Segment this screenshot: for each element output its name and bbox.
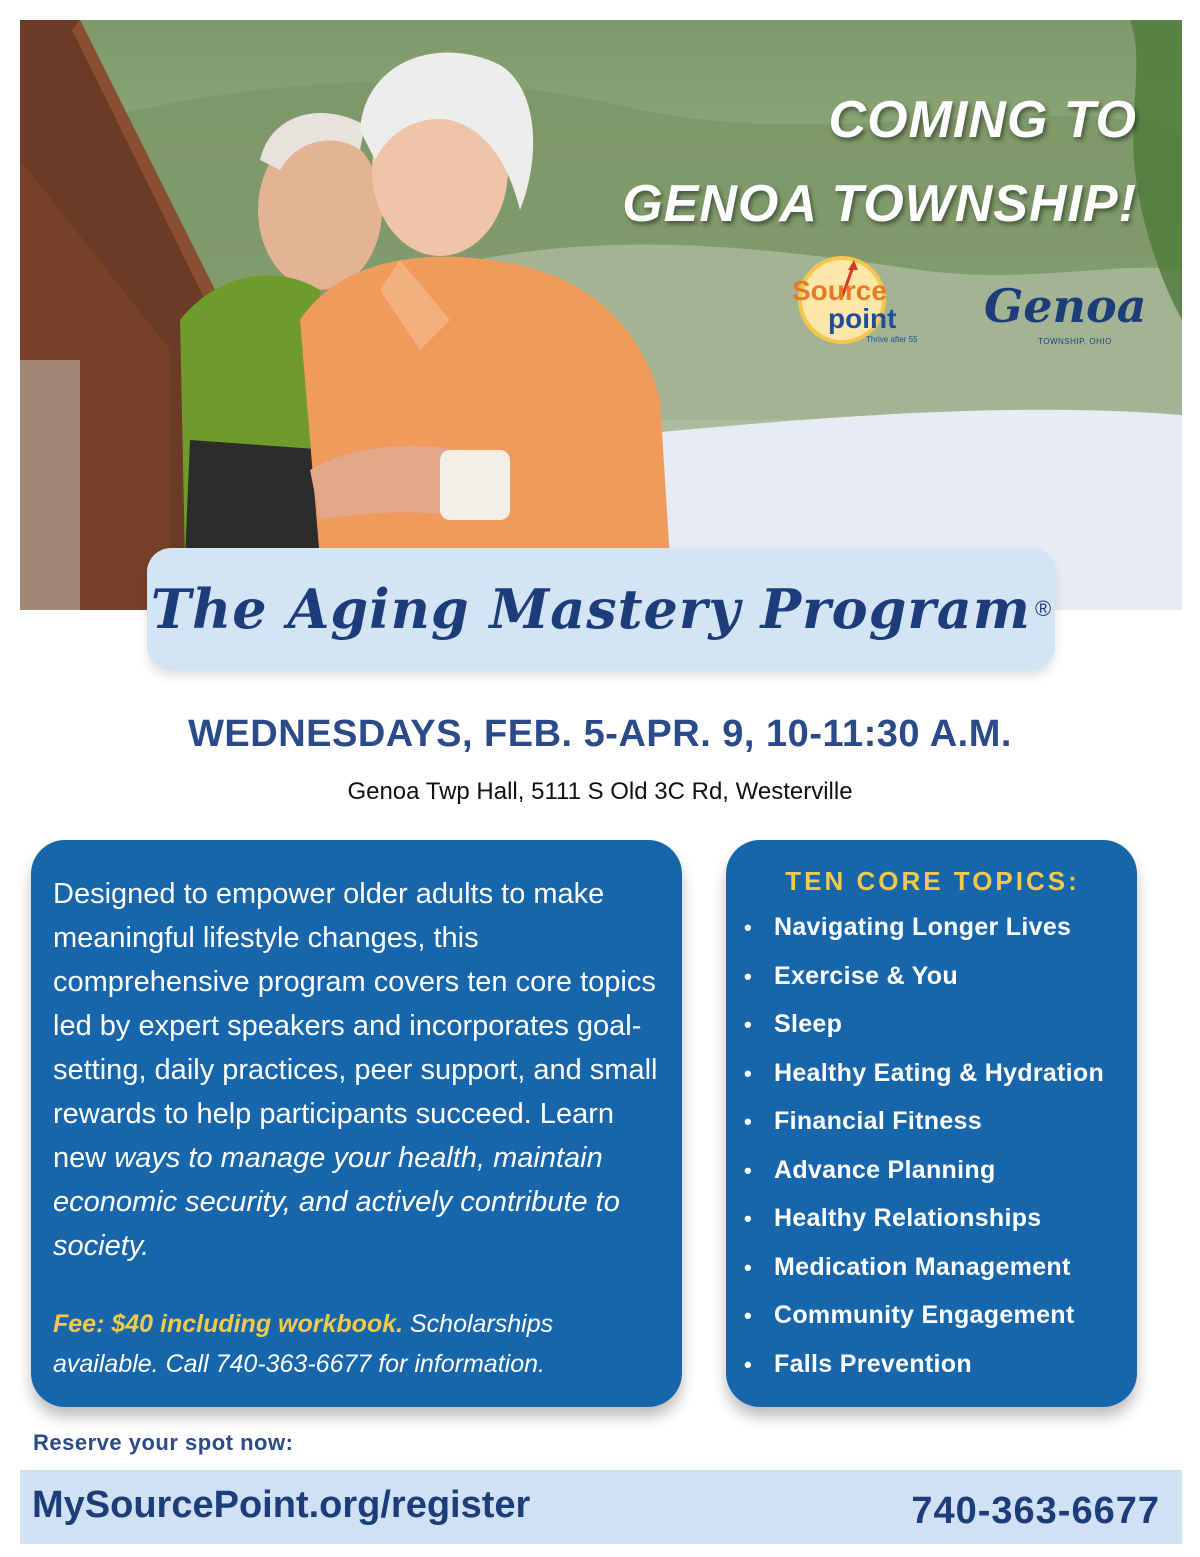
bullet-icon: • — [744, 1206, 753, 1231]
bullet-icon: • — [744, 1303, 753, 1328]
topics-panel — [726, 840, 1137, 1407]
fee-note: Scholarships available. Call 740-363-6677 for information. — [53, 1310, 554, 1378]
topic-label: Falls Prevention — [774, 1349, 972, 1378]
topic-item — [744, 1000, 1121, 1049]
topic-label: Navigating Longer Lives — [774, 913, 1072, 941]
bullet-icon: • — [744, 915, 753, 940]
topic-label: Sleep — [774, 1010, 843, 1038]
genoa-logo-subtitle: TOWNSHIP, OHIO — [1038, 337, 1112, 346]
sourcepoint-logo-word1: Source — [792, 275, 887, 306]
topic-item — [744, 1097, 1121, 1146]
topic-label: Financial Fitness — [774, 1107, 982, 1135]
bullet-icon: • — [744, 1157, 753, 1183]
topic-label: Community Engagement — [774, 1301, 1075, 1329]
topic-item — [744, 1291, 1121, 1340]
sourcepoint-logo — [784, 252, 934, 352]
reserve-label: Reserve your spot now: — [33, 1430, 294, 1455]
register-link[interactable]: MySourcePoint.org/register — [32, 1484, 531, 1526]
bullet-icon: • — [744, 1012, 753, 1037]
topic-label: Healthy Relationships — [774, 1204, 1042, 1232]
bullet-icon: • — [744, 1254, 753, 1280]
genoa-township-logo — [980, 270, 1147, 360]
topic-label: Medication Management — [774, 1252, 1071, 1281]
headline-line-2: GENOA TOWNSHIP! — [622, 175, 1137, 233]
schedule: WEDNESDAYS, FEB. 5-APR. 9, 10-11:30 A.M. — [188, 713, 1012, 755]
topics-heading: TEN CORE TOPICS: — [785, 866, 1080, 896]
topic-item — [744, 1194, 1121, 1243]
topic-item — [744, 1340, 1121, 1389]
bullet-icon: • — [744, 1060, 753, 1086]
topic-item — [744, 1243, 1121, 1292]
bullet-icon: • — [744, 963, 753, 989]
hero-headline — [622, 78, 1137, 246]
program-title: The Aging Mastery Program — [150, 577, 1031, 641]
topic-item — [744, 1049, 1121, 1098]
topic-label: Advance Planning — [774, 1155, 996, 1184]
bullet-icon: • — [744, 1351, 753, 1377]
sourcepoint-logo-tagline: Thrive after 55 — [866, 335, 918, 344]
description-body: Designed to empower older adults to make meaningful lifestyle changes, this comprehensive program covers ten core topics led by expert speakers and incorporates goal-setting, daily practices, peer support, and small rewards to help participants succeed. Learn new — [53, 878, 658, 1174]
description-text — [53, 872, 660, 1268]
topics-list — [744, 903, 1121, 1388]
description-panel — [31, 840, 682, 1407]
topic-label: Exercise & You — [774, 961, 958, 990]
topic-item — [744, 1146, 1121, 1195]
registered-mark: ® — [1034, 596, 1052, 621]
hero-photo — [20, 20, 1182, 610]
fee-info — [53, 1304, 660, 1384]
phone-number[interactable]: 740-363-6677 — [911, 1490, 1160, 1532]
genoa-logo-name: Genoa — [984, 279, 1147, 333]
description-body-italic: ways to manage your health, maintain economic security, and actively contribute to society. — [53, 1142, 620, 1262]
sourcepoint-logo-word2: point — [828, 303, 897, 334]
fee-amount: Fee: $40 including workbook. — [53, 1310, 404, 1338]
bullet-icon: • — [744, 1109, 753, 1134]
program-title-banner — [147, 548, 1055, 670]
topic-item — [744, 952, 1121, 1001]
headline-line-1: COMING TO — [828, 91, 1137, 149]
topic-label: Healthy Eating & Hydration — [774, 1058, 1105, 1087]
location: Genoa Twp Hall, 5111 S Old 3C Rd, Westerville — [347, 778, 853, 805]
topic-item — [744, 903, 1121, 952]
footer-bar — [20, 1470, 1182, 1544]
